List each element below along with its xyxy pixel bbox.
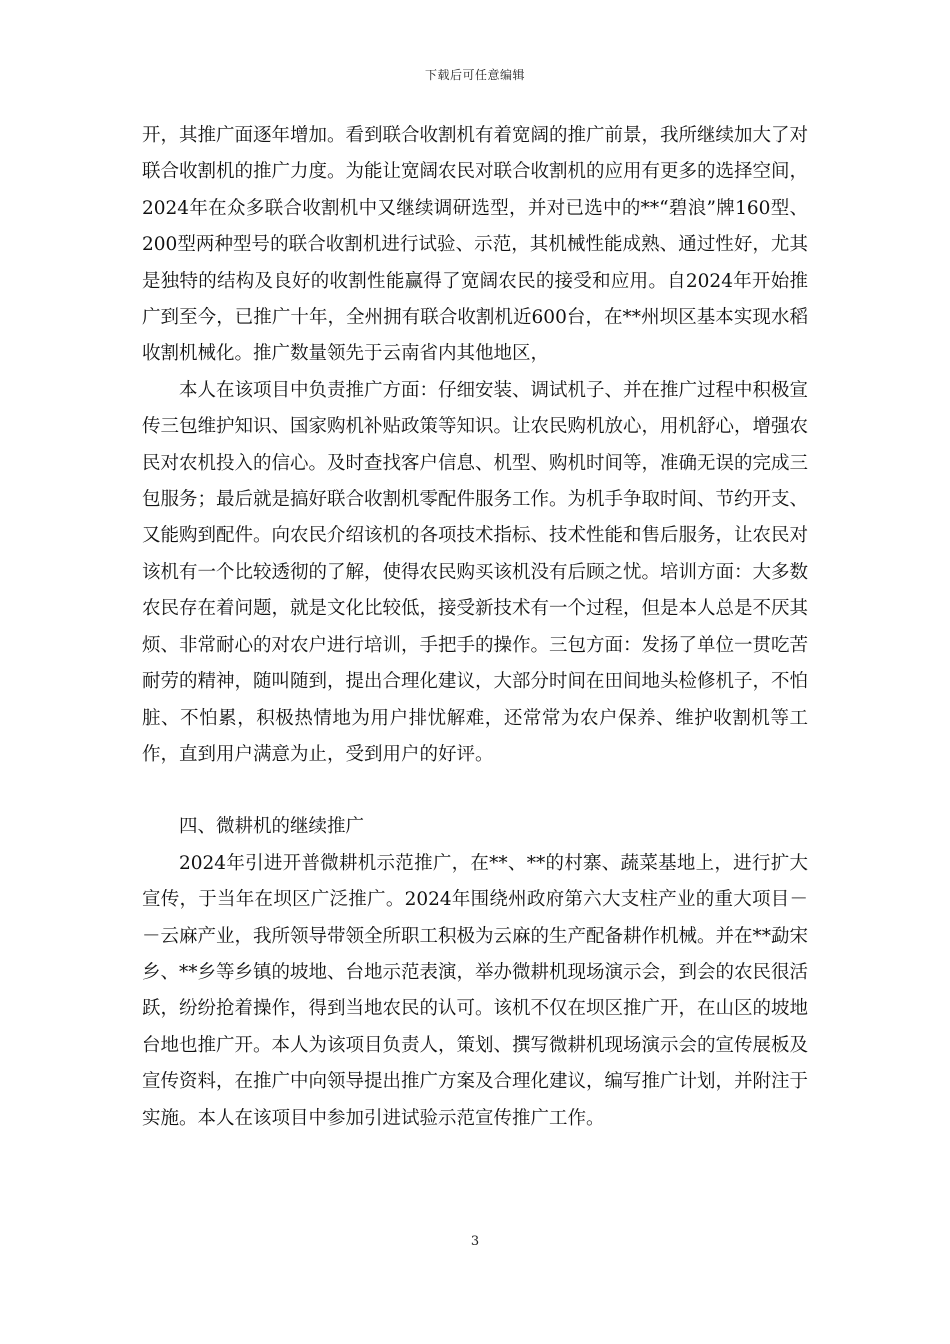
section-heading: 四、微耕机的继续推广 bbox=[179, 816, 365, 838]
paragraph-continued: 开，其推广面逐年增加。看到联合收割机有着宽阔的推广前景，我所继续加大了对联合收割机的推广力度。为能让宽阔农民对联合收割机的应用有更多的选择空间，2024年在众多联合收割机中又继续调研选型，并对已选中的**“碧浪”牌160型、200型两种型号的联合收割机进行试验、示范，其机械性能成熟、通过性好，尤其是独特的结构及良好的收割性能赢得了宽阔农民的接受和应用。自2024年开始推广到至今，已推广十年，全州拥有联合收割机近600台，在**州坝区基本实现水稻收割机械化。推广数量领先于云南省内其他地区， bbox=[142, 125, 809, 365]
document-body bbox=[142, 118, 808, 1137]
page-header: 下载后可任意编辑 bbox=[424, 68, 525, 82]
page-number: 3 bbox=[470, 1234, 480, 1249]
paragraph-responsibilities: 本人在该项目中负责推广方面：仔细安装、调试机子、并在推广过程中积极宣传三包维护知识、国家购机补贴政策等知识。让农民购机放心，用机舒心，增强农民对农机投入的信心。及时查找客户信息、机型、购机时间等，准确无误的完成三包服务；最后就是搞好联合收割机零配件服务工作。为机手争取时间、节约开支、又能购到配件。向农民介绍该机的各项技术指标、技术性能和售后服务，让农民对该机有一个比较透彻的了解，使得农民购买该机没有后顾之忧。培训方面：大多数农民存在着问题，就是文化比较低，接受新技术有一个过程，但是本人总是不厌其烦、非常耐心的对农户进行培训，手把手的操作。三包方面：发扬了单位一贯吃苦耐劳的精神，随叫随到，提出合理化建议，大部分时间在田间地头检修机子，不怕脏、不怕累，积极热情地为用户排忧解难，还常常为农户保养、维护收割机等工作，直到用户满意为止，受到用户的好评。 bbox=[142, 379, 809, 765]
paragraph-gap bbox=[142, 773, 808, 809]
paragraph-micro-tiller: 2024年引进开普微耕机示范推广，在**、**的村寨、蔬菜基地上，进行扩大宣传，于当年在坝区广泛推广。2024年围绕州政府第六大支柱产业的重大项目－－云麻产业，我所领导带领全所职工积极为云麻的生产配备耕作机械。并在**勐宋乡、**乡等乡镇的坡地、台地示范表演，举办微耕机现场演示会，到会的农民很活跃，纷纷抢着操作，得到当地农民的认可。该机不仅在坝区推广开，在山区的坡地台地也推广开。本人为该项目负责人，策划、撰写微耕机现场演示会的宣传展板及宣传资料，在推广中向领导提出推广方案及合理化建议，编写推广计划，并附注于实施。本人在该项目中参加引进试验示范宣传推广工作。 bbox=[142, 852, 809, 1129]
